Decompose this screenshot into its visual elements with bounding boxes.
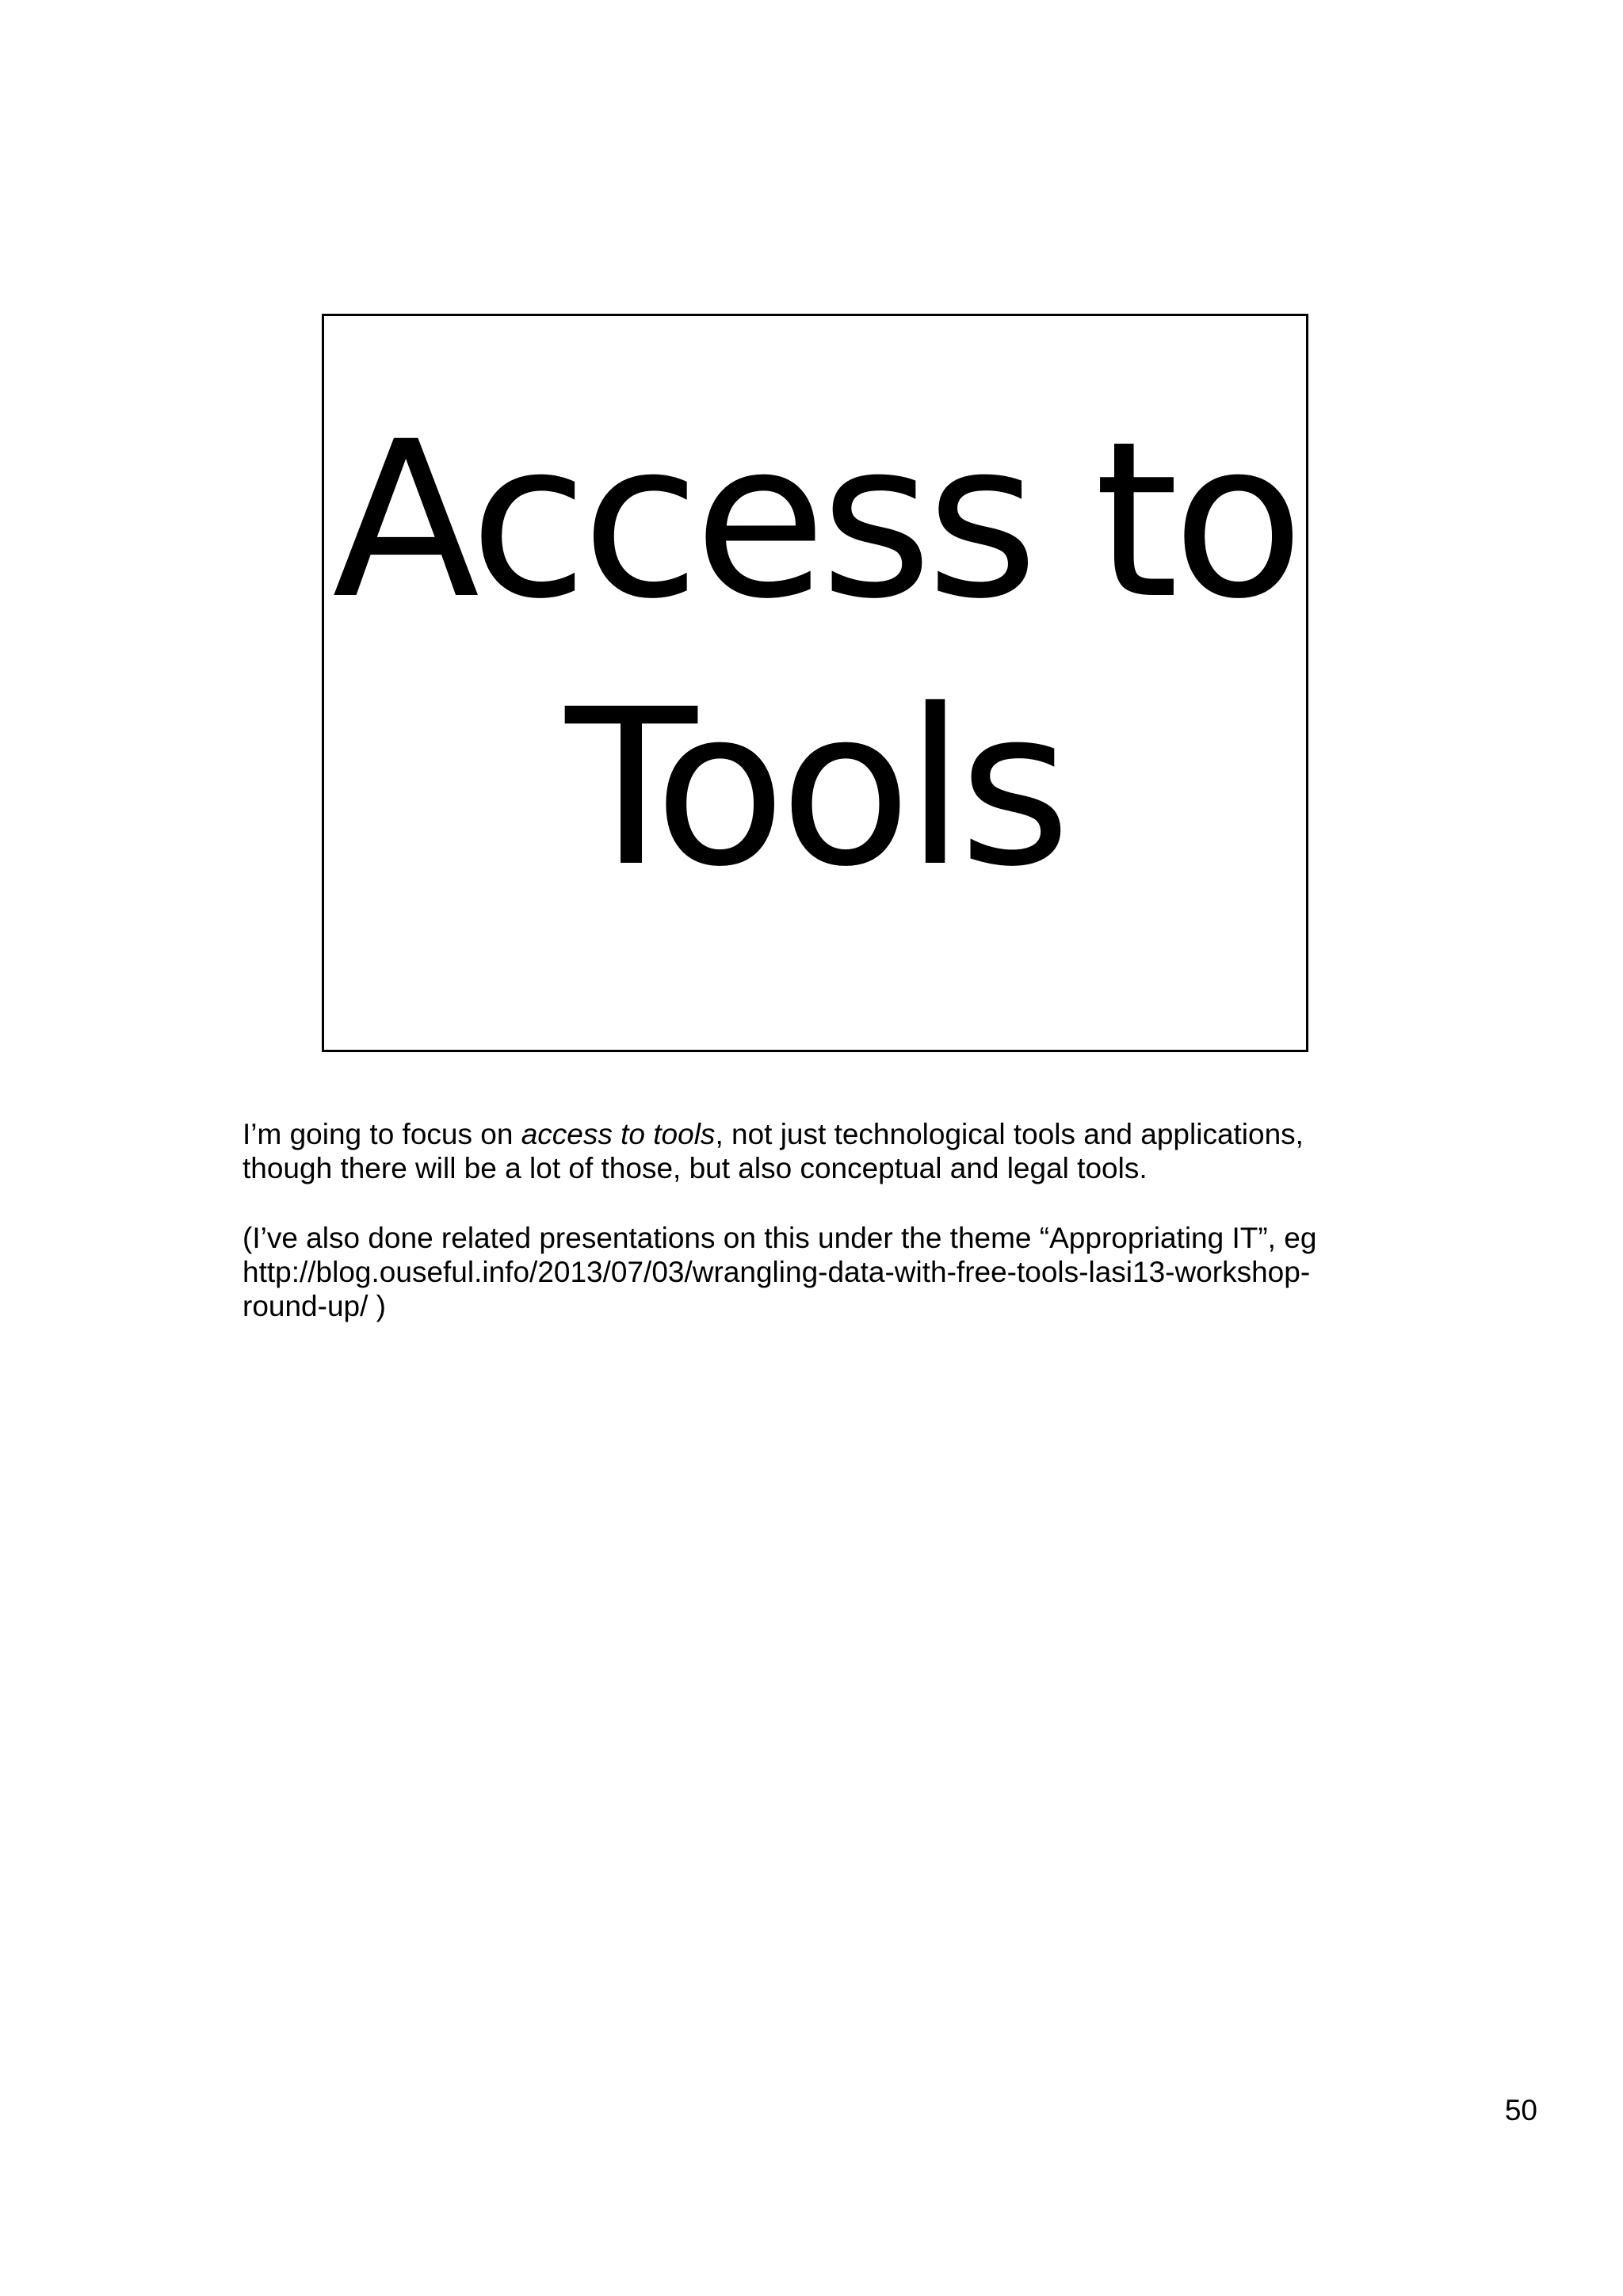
slide-title	[324, 387, 1306, 923]
notes-p2-line-3: round-up/ )	[242, 1290, 386, 1322]
notes-paragraph-1	[242, 1117, 1415, 1185]
page-number: 50	[1504, 2094, 1537, 2126]
notes-link-url[interactable]: http://blog.ouseful.info/2013/07/03/wrangling-data-with-free-tools-lasi13-workshop-	[242, 1256, 1311, 1288]
notes-paragraph-2	[242, 1221, 1415, 1323]
notes-p1-emphasis: access to tools	[521, 1118, 716, 1150]
notes-p1-text-cont: , not just technological tools and applications,	[715, 1118, 1304, 1150]
notes-p1-text: I’m going to focus on	[242, 1118, 521, 1150]
speaker-notes	[242, 1117, 1415, 1323]
slide-thumbnail	[322, 314, 1308, 1052]
notes-p2-line-1: (I’ve also done related presentations on this under the theme “Appropriating IT”, eg	[242, 1222, 1317, 1254]
notes-p1-line-2: though there will be a lot of those, but also conceptual and legal tools.	[242, 1152, 1148, 1184]
slide-title-line-1: Access to	[332, 396, 1298, 646]
slide-title-line-2: Tools	[565, 664, 1065, 914]
